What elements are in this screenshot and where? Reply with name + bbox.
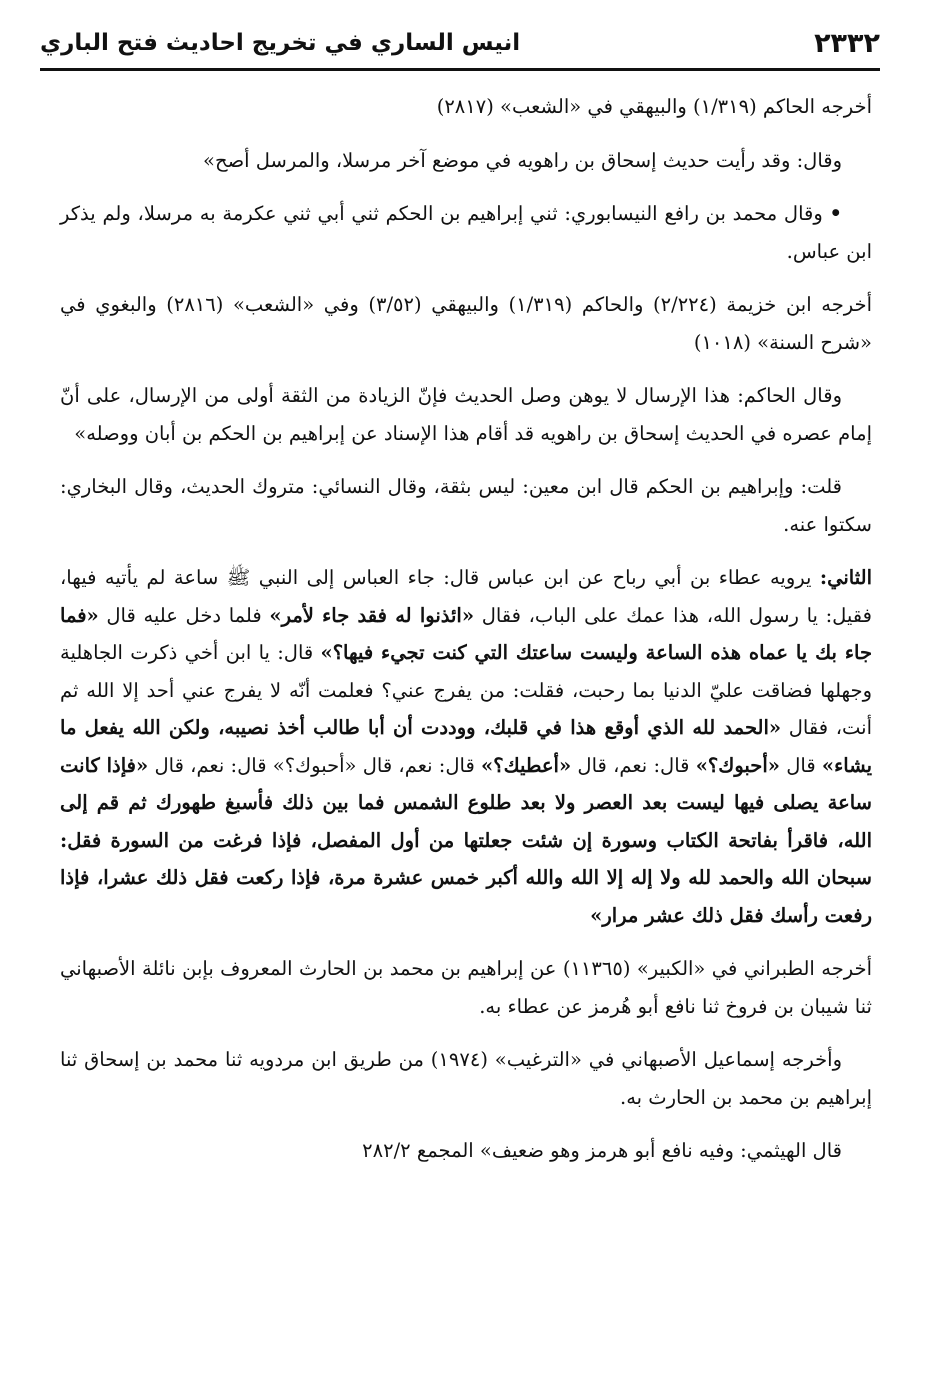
- bullet-mark: •: [829, 202, 842, 225]
- hadith-narration-5: قال: نعم، قال «أحبوك؟» قال: نعم، قال: [154, 753, 475, 777]
- hadith-quote-3: «الحمد لله الذي أوقع هذا في قلبك، ووددت أن أبا طالب أخذ نصيبه، ولكن الله يفعل ما يشاء»: [60, 716, 873, 777]
- hadith-quote-2: «فما جاء بك يا عماه هذه الساعة وليست ساعتك التي كنت تجيء فيها؟»: [60, 603, 872, 664]
- paragraph-2: [60, 142, 872, 180]
- paragraph-text: وقال محمد بن رافع النيسابوري: ثني إبراهيم بن الحكم ثني أبي ثني عكرمة به مرسلا، ولم يذكر ابن عباس.: [60, 202, 872, 263]
- paragraph-text: وقال: وقد رأيت حديث إسحاق بن راهويه في موضع آخر مرسلا، والمرسل أصح»: [203, 148, 842, 172]
- paragraph-text: وأخرجه إسماعيل الأصبهاني في «الترغيب» (١٩٧٤) من طريق ابن مردويه ثنا محمد بن إسحاق ثنا إبراهيم بن محمد بن الحارث به.: [60, 1048, 872, 1109]
- paragraph-8: [60, 1041, 872, 1116]
- hadith-quote-6: «فإذا كانت ساعة يصلى فيها ليست بعد العصر ولا بعد طلوع الشمس فما بين ذلك فأسبغ طهورك ثم قم إلى الله، فاقرأ بفاتحة الكتاب وسورة إن شئت جعلتها من أول المفصل، فإذا فرغت من السورة فقل: سبحان الله والحمد لله ولا إله إلا الله والله أكبر خمس عشرة مرة، فإذا ركعت فقل ذلك عشرا، فإذا رفعت رأسك فقل ذلك عشر مرار»: [60, 753, 872, 927]
- running-title: انيس الساري في تخريج احاديث فتح الباري: [40, 30, 521, 56]
- hadith-quote-1: «ائذنوا له فقد جاء لأمر»: [269, 603, 475, 627]
- hadith-narration-1: فلما دخل عليه قال: [106, 603, 262, 627]
- paragraph-5: [60, 377, 872, 452]
- paragraph-1: [60, 88, 872, 126]
- paragraph-text: أخرجه الطبراني في «الكبير» (١١٣٦٥) عن إبراهيم بن محمد بن الحارث المعروف بإبن نائلة الأصبهاني ثنا شيبان بن فروخ ثنا نافع أبو هُرمز عن عطاء به.: [60, 957, 872, 1018]
- paragraph-3: [60, 195, 872, 270]
- paragraph-text: أخرجه ابن خزيمة (٢/٢٢٤) والحاكم (١/٣١٩) والبيهقي (٣/٥٢) وفي «الشعب» (٢٨١٦) والبغوي في «شرح السنة» (١٠١٨): [60, 293, 873, 354]
- page-body: [60, 88, 872, 1186]
- hadith-label: الثاني:: [819, 566, 872, 589]
- hadith-quote-4: «أحبوك؟»: [695, 753, 780, 777]
- page-number: ٢٣٣٢: [814, 28, 880, 59]
- hadith-narration-4: قال: نعم، قال: [577, 753, 690, 777]
- paragraph-text: وقال الحاكم: هذا الإرسال لا يوهن وصل الحديث فإنّ الزيادة من الثقة أولى من الإرسال، على أنّ إمام عصره في الحديث إسحاق بن راهويه قد أقام هذا الإسناد عن إبراهيم بن الحكم بن أبان ووصله»: [60, 384, 872, 445]
- hadith-narration-3: قال: [786, 753, 816, 777]
- hadith-intro: يرويه عطاء بن أبي رباح عن ابن عباس قال: جاء العباس إلى النبي ﷺ ساعة لم يأتيه فيها، فقيل: يا رسول الله، هذا عمك على الباب، فقال: [60, 566, 872, 627]
- paragraph-4: [60, 286, 872, 361]
- paragraph-text: قال الهيثمي: وفيه نافع أبو هرمز وهو ضعيف» المجمع ٢٨٢/٢: [362, 1139, 842, 1162]
- header-rule: [40, 68, 880, 71]
- paragraph-text: أخرجه الحاكم (١/٣١٩) والبيهقي في «الشعب» (٢٨١٧): [436, 95, 872, 118]
- paragraph-7: [60, 950, 872, 1025]
- hadith-quote-5: «أعطيك؟»: [481, 753, 572, 777]
- paragraph-text: قلت: وإبراهيم بن الحكم قال ابن معين: ليس بثقة، وقال النسائي: متروك الحديث، وقال البخاري: سكتوا عنه.: [60, 475, 872, 536]
- paragraph-9: [60, 1132, 872, 1170]
- page-header: [40, 22, 880, 68]
- hadith-paragraph: [60, 559, 872, 934]
- hadith-narration-2: قال: يا ابن أخي ذكرت الجاهلية وجهلها فضاقت عليّ الدنيا بما رحبت، فقلت: من يفرج عني؟ فعلمت أنّه لا يفرج عني أحد إلا الله ثم أنت، فقال: [60, 641, 873, 739]
- paragraph-6: [60, 468, 872, 543]
